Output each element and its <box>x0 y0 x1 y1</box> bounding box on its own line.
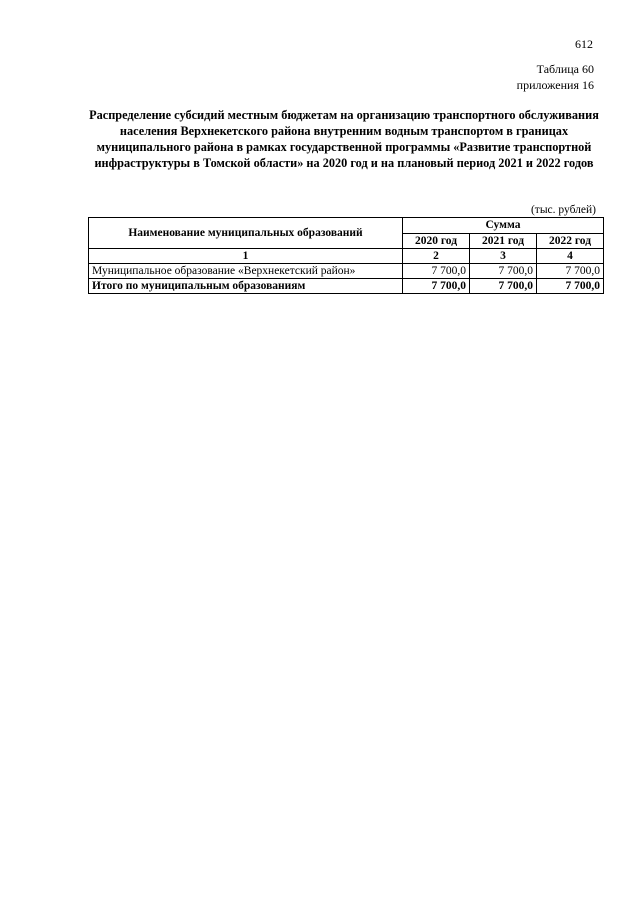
header-year-2021: 2021 год <box>470 233 537 249</box>
column-numbers-row <box>89 249 604 264</box>
total-value-2021: 7 700,0 <box>470 279 537 294</box>
total-value-2020: 7 700,0 <box>403 279 470 294</box>
col-number-4: 4 <box>537 249 604 264</box>
col-number-1: 1 <box>89 249 403 264</box>
total-name: Итого по муниципальным образованиям <box>89 279 403 294</box>
col-number-2: 2 <box>403 249 470 264</box>
header-year-2020: 2020 год <box>403 233 470 249</box>
col-number-3: 3 <box>470 249 537 264</box>
row-value-2021: 7 700,0 <box>470 264 537 279</box>
table-ref-line1: Таблица 60 <box>536 62 594 76</box>
header-year-2022: 2022 год <box>537 233 604 249</box>
table-reference <box>517 61 594 93</box>
total-row <box>89 279 604 294</box>
document-title: Распределение субсидий местным бюджетам на организацию транспортного обслуживания населения Верхнекетского района внутренним водным транспортом в границах муниципального района в рамках государственной программы «Развитие транспортной инфраструктуры в Томской области» на 2020 год и на плановый период 2021 и 2022 годов <box>89 108 599 170</box>
table-header-row <box>89 218 604 234</box>
units-label: (тыс. рублей) <box>530 204 596 216</box>
row-value-2022: 7 700,0 <box>537 264 604 279</box>
subsidy-table <box>88 217 604 294</box>
table-ref-line2: приложения 16 <box>516 78 594 92</box>
page-number: 612 <box>575 37 593 51</box>
table-row <box>89 264 604 279</box>
row-value-2020: 7 700,0 <box>403 264 470 279</box>
total-value-2022: 7 700,0 <box>537 279 604 294</box>
row-name: Муниципальное образование «Верхнекетский район» <box>89 264 403 279</box>
header-name: Наименование муниципальных образований <box>89 218 403 249</box>
header-sum: Сумма <box>403 218 604 234</box>
